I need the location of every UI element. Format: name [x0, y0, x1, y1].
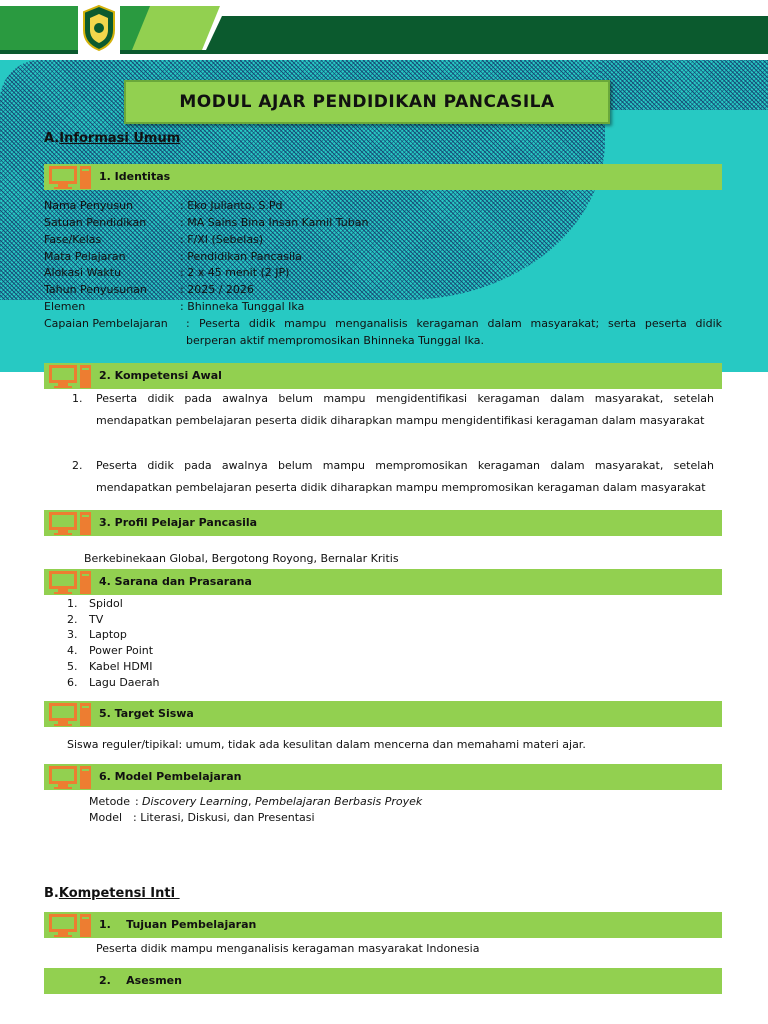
metode-value [142, 794, 422, 810]
identitas-value-3: : F/XI (Sebelas) [180, 233, 264, 246]
hatch-corner [600, 60, 768, 110]
metode-label: Metode [89, 795, 131, 808]
sarana-item-5: Kabel HDMI [89, 660, 153, 673]
sarana-num-3: 3. [67, 628, 78, 641]
identitas-value-1: : Eko Julianto, S.Pd [180, 199, 283, 212]
section-b-letter: B. [44, 886, 59, 901]
sarana-item-2: TV [89, 613, 104, 626]
list-text: Peserta didik pada awalnya belum mampu mengidentifikasi keragaman dalam masyarakat, setelah mendapatkan pembelajaran peserta didik diharapkan mampu mengidentifikasi keragaman dalam masyarakat [96, 392, 714, 427]
identitas-label-1: Nama Penyusun [44, 199, 134, 212]
list-number: 2. [72, 459, 83, 472]
target-bar [44, 701, 722, 727]
identitas-label-4: Mata Pelajaran [44, 250, 126, 263]
asesmen-header: 2. Asesmen [99, 974, 182, 987]
profil-bar [44, 510, 722, 536]
sarana-item-3: Laptop [89, 628, 127, 641]
kompetensi-awal-bar [44, 363, 722, 389]
tujuan-text: Peserta didik mampu menganalisis keragaman masyarakat Indonesia [96, 942, 480, 955]
computer-icon [46, 569, 96, 595]
model-header: 6. Model Pembelajaran [99, 770, 242, 783]
capaian-colon: : [186, 317, 190, 330]
page-title: MODUL AJAR PENDIDIKAN PANCASILA [179, 92, 555, 112]
tujuan-header: 1. Tujuan Pembelajaran [99, 918, 257, 931]
section-a-heading [44, 131, 180, 146]
sarana-num-2: 2. [67, 613, 78, 626]
identitas-bar [44, 164, 722, 190]
model-label: Model [89, 811, 123, 824]
profil-header: 3. Profil Pelajar Pancasila [99, 516, 258, 529]
sarana-item-6: Lagu Daerah [89, 676, 160, 689]
metode-sep: , [247, 795, 255, 808]
sarana-num-4: 4. [67, 644, 78, 657]
list-item [72, 455, 714, 499]
top-banner [0, 0, 768, 60]
identitas-value-4: : Pendidikan Pancasila [180, 250, 302, 263]
profil-text: Berkebinekaan Global, Bergotong Royong, Bernalar Kritis [84, 552, 399, 565]
computer-icon [46, 912, 96, 938]
sarana-bar [44, 569, 722, 595]
asesmen-bar [44, 968, 722, 994]
section-b-title: Kompetensi Inti [58, 886, 180, 901]
computer-icon [46, 764, 96, 790]
list-item [72, 388, 714, 432]
kompetensi-awal-header: 2. Kompetensi Awal [99, 369, 222, 382]
section-a-letter: A. [44, 131, 60, 146]
title-box [124, 80, 610, 124]
sarana-item-1: Spidol [89, 597, 123, 610]
computer-icon [46, 701, 96, 727]
sarana-item-4: Power Point [89, 644, 154, 657]
capaian-label: Capaian Pembelajaran [44, 317, 168, 330]
capaian-text: Peserta didik mampu menganalisis keragaman dalam masyarakat; serta peserta didik berperan aktif mempromosikan Bhinneka Tunggal Ika. [186, 317, 722, 347]
computer-icon [46, 363, 96, 389]
identitas-label-6: Tahun Penyusunan [44, 283, 147, 296]
identitas-label-7: Elemen [44, 300, 86, 313]
list-number: 1. [72, 392, 83, 405]
identitas-value-6: : 2025 / 2026 [180, 283, 254, 296]
metode-part-1: Discovery Learning [142, 795, 248, 808]
target-text: Siswa reguler/tipikal: umum, tidak ada kesulitan dalam mencerna dan memahami materi ajar. [67, 738, 586, 751]
identitas-value-5: : 2 x 45 menit (2 JP) [180, 266, 290, 279]
identitas-value-7: : Bhinneka Tunggal Ika [180, 300, 305, 313]
section-b-heading [44, 886, 180, 901]
identitas-label-3: Fase/Kelas [44, 233, 102, 246]
target-header: 5. Target Siswa [99, 707, 194, 720]
sarana-num-1: 1. [67, 597, 78, 610]
identitas-header: 1. Identitas [99, 170, 171, 183]
identitas-label-5: Alokasi Waktu [44, 266, 122, 279]
model-bar [44, 764, 722, 790]
model-value: : Literasi, Diskusi, dan Presentasi [133, 811, 315, 824]
metode-colon: : [135, 795, 139, 808]
computer-icon [46, 510, 96, 536]
sarana-header: 4. Sarana dan Prasarana [99, 575, 252, 588]
list-text: Peserta didik pada awalnya belum mampu mempromosikan keragaman dalam masyarakat, setelah mendapatkan pembelajaran peserta didik diharapkan mampu mempromosikan keragaman dalam masyarakat [96, 459, 714, 494]
identitas-value-2: : MA Sains Bina Insan Kamil Tuban [180, 216, 369, 229]
tujuan-bar [44, 912, 722, 938]
sarana-num-6: 6. [67, 676, 78, 689]
identitas-label-2: Satuan Pendidikan [44, 216, 147, 229]
sarana-num-5: 5. [67, 660, 78, 673]
section-a-title: Informasi Umum [59, 131, 181, 146]
school-crest-icon [78, 2, 120, 54]
computer-icon [46, 164, 96, 190]
metode-part-2: Pembelajaran Berbasis Proyek [254, 795, 423, 808]
